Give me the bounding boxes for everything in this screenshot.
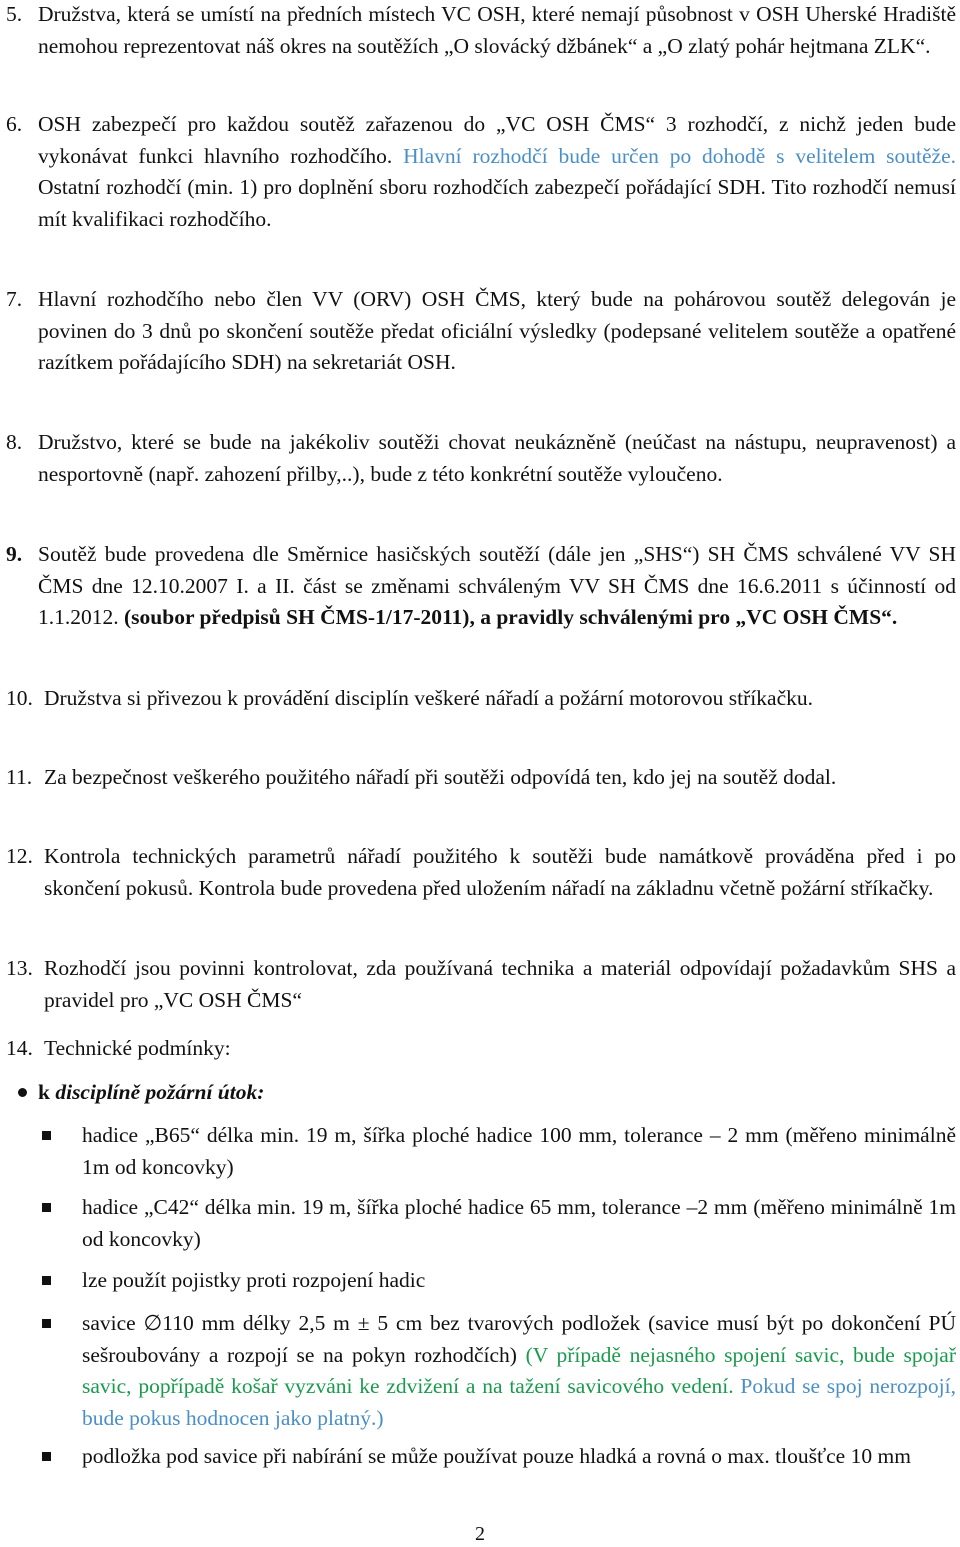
text-run: Družstva si přivezou k provádění disciplín veškeré nářadí a požární motorovou stříkačku. — [44, 686, 813, 710]
text-run: podložka pod savice při nabírání se může používat pouze hladká a rovná o max. tloušťce 10 mm — [82, 1444, 911, 1468]
text-run: Hlavní rozhodčího nebo člen VV (ORV) OSH ČMS, který bude na pohárovou soutěž delegován je povinen do 3 dnů po skončení soutěže předat oficiální výsledky (podepsané velitelem soutěže a opatřené razítkem pořádajícího SDH) na sekretariát OSH. — [38, 287, 956, 374]
text-run: hadice „C42“ délka min. 19 m, šířka ploché hadice 65 mm, tolerance –2 mm (měřeno minimálně 1m od koncovky) — [82, 1195, 956, 1251]
text-run: Kontrola technických parametrů nářadí použitého k soutěži bude namátkově prováděna před i po skončení pokusů. Kontrola bude provedena před uložením nářadí na základnu včetně požární stříkačky. — [44, 844, 956, 900]
text-run: Hlavní rozhodčí bude určen po dohodě s velitelem soutěže. — [403, 143, 956, 168]
text-run: (soubor předpisů SH ČMS-1/17-2011), a pravidly schválenými pro „VC OSH ČMS“. — [124, 605, 898, 629]
heading-label: disciplíně požární útok: — [55, 1080, 265, 1104]
text-run: Ostatní rozhodčí (min. 1) pro doplnění sboru rozhodčích zabezpečí pořádající SDH. Tito rozhodčí nemusí mít kvalifikaci rozhodčího. — [38, 175, 956, 231]
text-run: OSH zabezpečí pro každou soutěž zařazenou do „VC OSH ČMS“ 3 rozhodčí, z nichž jeden bude vykonávat funkci hlavního rozhodčího. — [38, 112, 956, 168]
square-bullet-icon — [42, 1452, 51, 1461]
square-bullet-icon — [42, 1276, 51, 1285]
subitem-text — [82, 1441, 956, 1473]
item-text — [38, 284, 956, 379]
item-text — [44, 1033, 956, 1065]
item-text — [38, 539, 956, 634]
item-text — [44, 683, 956, 715]
heading-prefix: k — [38, 1080, 56, 1104]
item-text — [44, 841, 956, 904]
subitem-text — [82, 1265, 956, 1297]
item-text — [44, 953, 956, 1016]
bullet-dot-icon — [18, 1088, 27, 1097]
text-run: Za bezpečnost veškerého použitého nářadí při soutěži odpovídá ten, kdo jej na soutěž dodal. — [44, 765, 837, 789]
square-bullet-icon — [42, 1131, 51, 1140]
subitem-text — [82, 1192, 956, 1255]
item-text — [38, 427, 956, 490]
text-run: Technické podmínky: — [44, 1036, 231, 1060]
square-bullet-icon — [42, 1203, 51, 1212]
text-run: Družstva, která se umístí na předních místech VC OSH, které nemají působnost v OSH Uherské Hradiště nemohou reprezentovat náš okres na soutěžích „O slovácký džbánek“ a „O zlatý pohár hejtmana ZLK“. — [38, 2, 956, 58]
text-run: Rozhodčí jsou povinni kontrolovat, zda používaná technika a materiál odpovídají požadavkům SHS a pravidel pro „VC OSH ČMS“ — [44, 956, 956, 1012]
item-number: 11. — [6, 765, 33, 789]
item-number: 6. — [6, 112, 23, 136]
text-run: hadice „B65“ délka min. 19 m, šířka ploché hadice 100 mm, tolerance – 2 mm (měřeno minimálně 1m od koncovky) — [82, 1123, 956, 1179]
text-run: (V případě nejasného spojení savic, bude spojař savic, popřípadě košař vyzváni ke zdvižení a na tažení savicového vedení. — [82, 1342, 956, 1398]
text-run: Družstvo, které se bude na jakékoliv soutěži chovat neukázněně (neúčast na nástupu, neupravenost) a nesportovně (např. zahození přilby,..), bude z této konkrétní soutěže vyloučeno. — [38, 430, 956, 486]
item-number: 7. — [6, 287, 23, 311]
item-number: 9. — [6, 542, 23, 566]
text-run: savice ∅110 mm délky 2,5 m ± 5 cm bez tvarových podložek (savice musí být po dokončení PÚ sešroubovány a rozpojí se na pokyn rozhodčích) — [82, 1311, 956, 1367]
text-run: lze použít pojistky proti rozpojení hadic — [82, 1268, 426, 1292]
item-text — [38, 0, 956, 62]
page-number: 2 — [475, 1523, 485, 1545]
text-run: Soutěž bude provedena dle Směrnice hasičských soutěží (dále jen „SHS“) SH ČMS schválené VV SH ČMS dne 12.10.2007 I. a II. část se změnami schváleným VV SH ČMS dne 16.6.2011 s účinností od 1.1.2012. — [38, 542, 956, 629]
item-number: 14. — [6, 1036, 33, 1060]
square-bullet-icon — [42, 1319, 51, 1328]
item-number: 10. — [6, 686, 33, 710]
item-number: 12. — [6, 844, 33, 868]
item-text — [38, 109, 956, 235]
item-number: 5. — [6, 2, 23, 26]
subitem-text — [82, 1308, 956, 1434]
item-number: 8. — [6, 430, 23, 454]
item-number: 13. — [6, 956, 33, 980]
subitem-text — [82, 1120, 956, 1183]
item-text — [44, 762, 956, 794]
text-run: Pokud se spoj nerozpojí, bude pokus hodnocen jako platný.) — [82, 1374, 956, 1430]
